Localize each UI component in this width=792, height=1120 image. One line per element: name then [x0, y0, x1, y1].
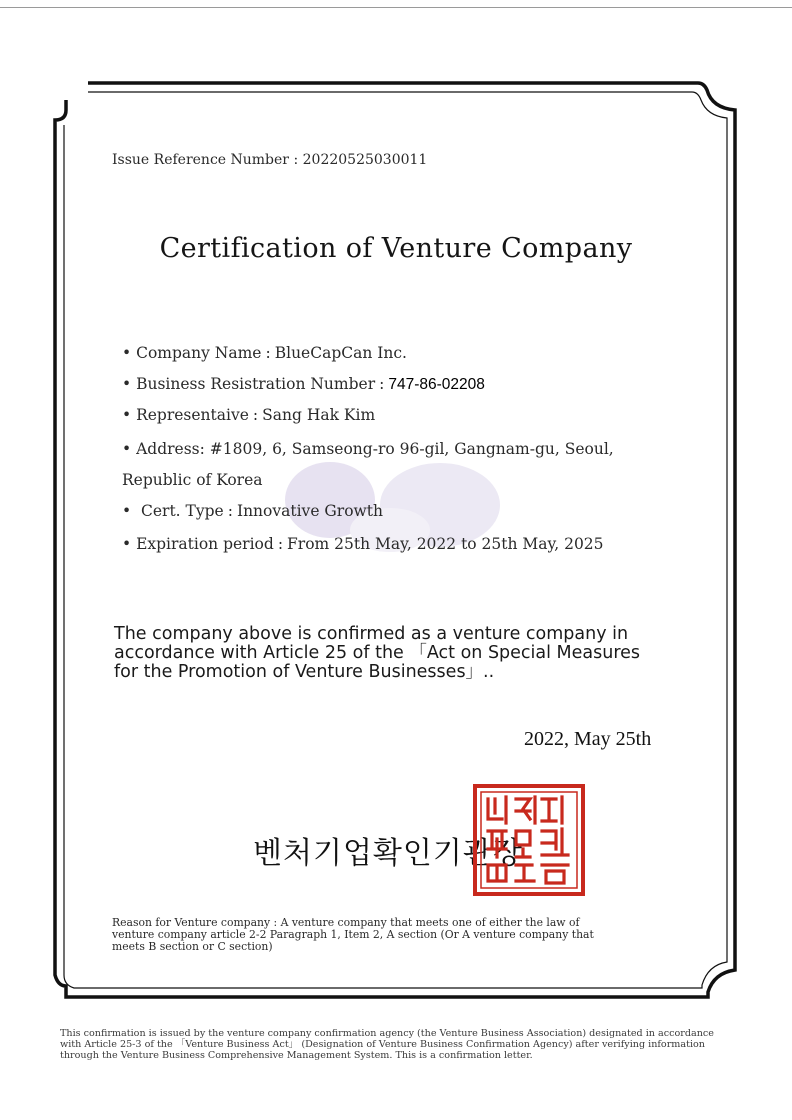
field-label: Cert. Type	[141, 502, 224, 520]
field-address-line2: Republic of Korea	[122, 471, 263, 489]
issue-reference	[112, 152, 427, 168]
field-label: Address	[136, 440, 200, 458]
page-top-rule	[0, 7, 792, 8]
issuer-name: 벤처기업확인기관장	[253, 836, 523, 871]
issue-reference-separator: :	[293, 152, 299, 168]
field-value: Innovative Growth	[236, 502, 384, 520]
field-value: From 25th May, 2022 to 25th May, 2025	[287, 535, 604, 553]
field-address: • Address: #1809, 6, Samseong-ro 96-gil, Gangnam-gu, Seoul,	[122, 440, 614, 458]
certificate-title: Certification of Venture Company	[159, 233, 633, 264]
reason-note: Reason for Venture company : A venture company that meets one of either the law of venture company article 2-2 Paragraph 1, Item 2, A section (Or A venture company that meets B section or C section)	[112, 916, 594, 953]
field-label: Business Resistration Number	[136, 375, 376, 393]
field-label: Expiration period	[136, 535, 274, 553]
field-label: Representaive	[136, 406, 249, 424]
issue-reference-number: 20220525030011	[302, 152, 428, 168]
confirmation-statement: The company above is confirmed as a venture company in accordance with Article 25 of the 「Act on Special Measures for the Promotion of Venture Businesses」..	[114, 624, 641, 682]
field-value: #1809, 6, Samseong-ro 96-gil, Gangnam-gu, Seoul,	[209, 440, 614, 458]
field-value: Sang Hak Kim	[262, 406, 376, 424]
issue-date: 2022, May 25th	[524, 728, 652, 750]
field-label: Company Name	[136, 344, 262, 362]
official-seal	[472, 783, 586, 897]
field-expiration-period: • Expiration period : From 25th May, 2022 to 25th May, 2025	[122, 535, 604, 553]
field-value: 747-86-02208	[388, 376, 485, 393]
field-company-name: • Company Name : BlueCapCan Inc.	[122, 344, 407, 362]
footer-note: This confirmation is issued by the venture company confirmation agency (the Venture Business Association) designated in accordance with Article 25-3 of the 「Venture Business Act」 (Designation of Venture Business Confirmation Agency) after verifying information through the Venture Business Comprehensive Management System. This is a confirmation letter.	[60, 1028, 714, 1061]
issue-reference-label: Issue Reference Number	[112, 152, 289, 168]
field-cert-type: • Cert. Type : Innovative Growth	[122, 502, 384, 520]
field-value: BlueCapCan Inc.	[274, 344, 407, 362]
field-representative: • Representaive : Sang Hak Kim	[122, 406, 376, 424]
field-business-registration: • Business Resistration Number : 747-86-02208	[122, 375, 485, 393]
